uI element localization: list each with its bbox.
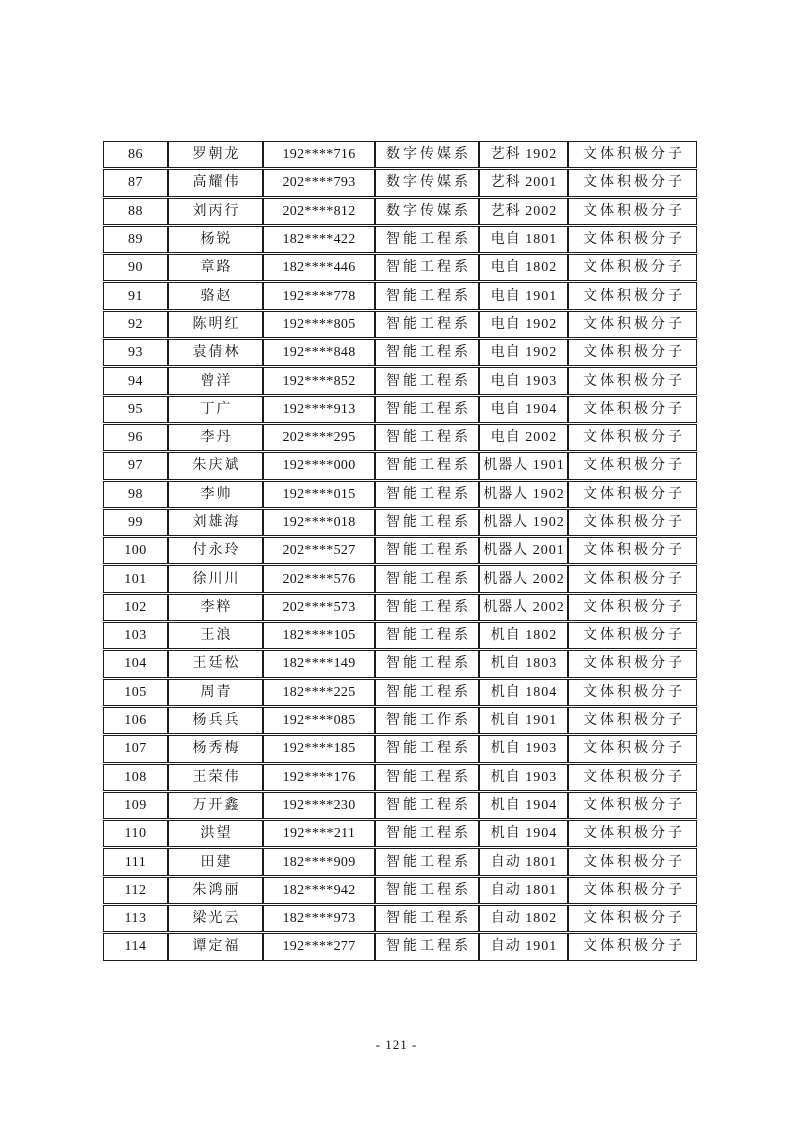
student-id-cell: 192****018 bbox=[263, 509, 375, 536]
department-cell: 智能工程系 bbox=[375, 764, 479, 791]
class-cell: 机器人 2002 bbox=[479, 594, 568, 621]
row-index-cell: 88 bbox=[103, 198, 168, 225]
honor-title-cell: 文体积极分子 bbox=[568, 820, 697, 847]
department-cell: 智能工程系 bbox=[375, 735, 479, 762]
honor-title-cell: 文体积极分子 bbox=[568, 848, 697, 875]
class-cell: 电自 1903 bbox=[479, 367, 568, 394]
row-index-cell: 91 bbox=[103, 282, 168, 309]
student-id-cell: 192****277 bbox=[263, 933, 375, 960]
row-index-cell: 106 bbox=[103, 707, 168, 734]
student-id-cell: 202****793 bbox=[263, 169, 375, 196]
student-id-cell: 182****446 bbox=[263, 254, 375, 281]
row-index-cell: 93 bbox=[103, 339, 168, 366]
student-id-cell: 202****576 bbox=[263, 565, 375, 592]
department-cell: 智能工程系 bbox=[375, 594, 479, 621]
honor-title-cell: 文体积极分子 bbox=[568, 764, 697, 791]
class-cell: 机自 1903 bbox=[479, 764, 568, 791]
student-id-cell: 192****211 bbox=[263, 820, 375, 847]
student-id-cell: 182****942 bbox=[263, 877, 375, 904]
row-index-cell: 114 bbox=[103, 933, 168, 960]
class-cell: 机自 1903 bbox=[479, 735, 568, 762]
honor-title-cell: 文体积极分子 bbox=[568, 424, 697, 451]
honor-title-cell: 文体积极分子 bbox=[568, 537, 697, 564]
student-id-cell: 192****848 bbox=[263, 339, 375, 366]
page-number: - 121 - bbox=[375, 1037, 418, 1052]
row-index-cell: 99 bbox=[103, 509, 168, 536]
class-cell: 电自 1802 bbox=[479, 254, 568, 281]
table-row bbox=[103, 254, 697, 281]
department-cell: 智能工程系 bbox=[375, 877, 479, 904]
class-cell: 机器人 1902 bbox=[479, 481, 568, 508]
honor-title-cell: 文体积极分子 bbox=[568, 169, 697, 196]
class-cell: 自动 1802 bbox=[479, 905, 568, 932]
table-row bbox=[103, 282, 697, 309]
honor-title-cell: 文体积极分子 bbox=[568, 594, 697, 621]
class-cell: 电自 1801 bbox=[479, 226, 568, 253]
table-row bbox=[103, 820, 697, 847]
student-id-cell: 192****015 bbox=[263, 481, 375, 508]
student-name-cell: 丁广 bbox=[168, 396, 263, 423]
honor-title-cell: 文体积极分子 bbox=[568, 481, 697, 508]
row-index-cell: 112 bbox=[103, 877, 168, 904]
student-name-cell: 万开鑫 bbox=[168, 792, 263, 819]
student-id-cell: 182****422 bbox=[263, 226, 375, 253]
table-row bbox=[103, 537, 697, 564]
student-name-cell: 骆赵 bbox=[168, 282, 263, 309]
student-name-cell: 刘丙行 bbox=[168, 198, 263, 225]
class-cell: 机自 1804 bbox=[479, 679, 568, 706]
class-cell: 艺科 2001 bbox=[479, 169, 568, 196]
table-row bbox=[103, 650, 697, 677]
student-name-cell: 杨秀梅 bbox=[168, 735, 263, 762]
honor-title-cell: 文体积极分子 bbox=[568, 282, 697, 309]
student-id-cell: 182****225 bbox=[263, 679, 375, 706]
student-id-cell: 192****176 bbox=[263, 764, 375, 791]
department-cell: 智能工程系 bbox=[375, 679, 479, 706]
table-row bbox=[103, 905, 697, 932]
row-index-cell: 100 bbox=[103, 537, 168, 564]
class-cell: 机自 1904 bbox=[479, 792, 568, 819]
honor-title-cell: 文体积极分子 bbox=[568, 650, 697, 677]
table-row bbox=[103, 565, 697, 592]
table-row bbox=[103, 792, 697, 819]
department-cell: 数字传媒系 bbox=[375, 141, 479, 168]
student-name-cell: 陈明红 bbox=[168, 311, 263, 338]
row-index-cell: 87 bbox=[103, 169, 168, 196]
student-name-cell: 曾洋 bbox=[168, 367, 263, 394]
table-row bbox=[103, 735, 697, 762]
department-cell: 智能工程系 bbox=[375, 481, 479, 508]
department-cell: 智能工程系 bbox=[375, 905, 479, 932]
table-row bbox=[103, 367, 697, 394]
department-cell: 智能工程系 bbox=[375, 367, 479, 394]
table-row bbox=[103, 339, 697, 366]
class-cell: 机自 1802 bbox=[479, 622, 568, 649]
row-index-cell: 103 bbox=[103, 622, 168, 649]
department-cell: 智能工程系 bbox=[375, 424, 479, 451]
student-name-cell: 李粹 bbox=[168, 594, 263, 621]
row-index-cell: 95 bbox=[103, 396, 168, 423]
table-row bbox=[103, 707, 697, 734]
student-id-cell: 182****149 bbox=[263, 650, 375, 677]
row-index-cell: 111 bbox=[103, 848, 168, 875]
student-id-cell: 202****527 bbox=[263, 537, 375, 564]
row-index-cell: 89 bbox=[103, 226, 168, 253]
class-cell: 机器人 2001 bbox=[479, 537, 568, 564]
student-name-cell: 王浪 bbox=[168, 622, 263, 649]
student-id-cell: 192****185 bbox=[263, 735, 375, 762]
table-row bbox=[103, 141, 697, 168]
department-cell: 智能工程系 bbox=[375, 226, 479, 253]
table-row bbox=[103, 198, 697, 225]
honor-title-cell: 文体积极分子 bbox=[568, 707, 697, 734]
student-id-cell: 192****778 bbox=[263, 282, 375, 309]
department-cell: 智能工程系 bbox=[375, 452, 479, 479]
row-index-cell: 92 bbox=[103, 311, 168, 338]
row-index-cell: 107 bbox=[103, 735, 168, 762]
student-name-cell: 袁倩林 bbox=[168, 339, 263, 366]
student-name-cell: 李帅 bbox=[168, 481, 263, 508]
table-row bbox=[103, 679, 697, 706]
student-name-cell: 罗朝龙 bbox=[168, 141, 263, 168]
honor-title-cell: 文体积极分子 bbox=[568, 905, 697, 932]
student-name-cell: 朱庆斌 bbox=[168, 452, 263, 479]
department-cell: 智能工程系 bbox=[375, 565, 479, 592]
class-cell: 自动 1801 bbox=[479, 848, 568, 875]
department-cell: 智能工程系 bbox=[375, 650, 479, 677]
department-cell: 数字传媒系 bbox=[375, 169, 479, 196]
department-cell: 智能工程系 bbox=[375, 622, 479, 649]
table-row bbox=[103, 424, 697, 451]
student-name-cell: 章路 bbox=[168, 254, 263, 281]
student-id-cell: 202****812 bbox=[263, 198, 375, 225]
student-name-cell: 杨兵兵 bbox=[168, 707, 263, 734]
department-cell: 智能工程系 bbox=[375, 311, 479, 338]
department-cell: 智能工程系 bbox=[375, 339, 479, 366]
student-name-cell: 杨锐 bbox=[168, 226, 263, 253]
honor-title-cell: 文体积极分子 bbox=[568, 792, 697, 819]
student-name-cell: 王廷松 bbox=[168, 650, 263, 677]
honor-title-cell: 文体积极分子 bbox=[568, 679, 697, 706]
table-row bbox=[103, 622, 697, 649]
row-index-cell: 97 bbox=[103, 452, 168, 479]
student-honor-table bbox=[103, 140, 697, 962]
student-id-cell: 202****573 bbox=[263, 594, 375, 621]
student-id-cell: 182****973 bbox=[263, 905, 375, 932]
department-cell: 智能工程系 bbox=[375, 848, 479, 875]
row-index-cell: 108 bbox=[103, 764, 168, 791]
class-cell: 机器人 2002 bbox=[479, 565, 568, 592]
honor-title-cell: 文体积极分子 bbox=[568, 141, 697, 168]
honor-title-cell: 文体积极分子 bbox=[568, 311, 697, 338]
class-cell: 机自 1904 bbox=[479, 820, 568, 847]
class-cell: 机自 1803 bbox=[479, 650, 568, 677]
student-id-cell: 202****295 bbox=[263, 424, 375, 451]
honor-title-cell: 文体积极分子 bbox=[568, 396, 697, 423]
department-cell: 智能工程系 bbox=[375, 254, 479, 281]
student-name-cell: 周青 bbox=[168, 679, 263, 706]
student-name-cell: 李丹 bbox=[168, 424, 263, 451]
student-name-cell: 朱鸿丽 bbox=[168, 877, 263, 904]
department-cell: 智能工程系 bbox=[375, 537, 479, 564]
student-name-cell: 高耀伟 bbox=[168, 169, 263, 196]
student-id-cell: 182****105 bbox=[263, 622, 375, 649]
student-id-cell: 192****085 bbox=[263, 707, 375, 734]
honor-title-cell: 文体积极分子 bbox=[568, 254, 697, 281]
row-index-cell: 105 bbox=[103, 679, 168, 706]
table-row bbox=[103, 509, 697, 536]
honor-title-cell: 文体积极分子 bbox=[568, 735, 697, 762]
class-cell: 电自 1904 bbox=[479, 396, 568, 423]
student-id-cell: 182****909 bbox=[263, 848, 375, 875]
department-cell: 智能工程系 bbox=[375, 933, 479, 960]
table-row bbox=[103, 848, 697, 875]
row-index-cell: 86 bbox=[103, 141, 168, 168]
honor-title-cell: 文体积极分子 bbox=[568, 339, 697, 366]
student-name-cell: 付永玲 bbox=[168, 537, 263, 564]
row-index-cell: 94 bbox=[103, 367, 168, 394]
department-cell: 智能工程系 bbox=[375, 282, 479, 309]
department-cell: 智能工程系 bbox=[375, 396, 479, 423]
table-row bbox=[103, 452, 697, 479]
row-index-cell: 98 bbox=[103, 481, 168, 508]
student-id-cell: 192****805 bbox=[263, 311, 375, 338]
student-id-cell: 192****852 bbox=[263, 367, 375, 394]
student-name-cell: 田建 bbox=[168, 848, 263, 875]
class-cell: 自动 1901 bbox=[479, 933, 568, 960]
department-cell: 智能工程系 bbox=[375, 792, 479, 819]
honor-title-cell: 文体积极分子 bbox=[568, 509, 697, 536]
table-row bbox=[103, 481, 697, 508]
student-name-cell: 刘雄海 bbox=[168, 509, 263, 536]
student-name-cell: 徐川川 bbox=[168, 565, 263, 592]
department-cell: 智能工程系 bbox=[375, 509, 479, 536]
table-row bbox=[103, 764, 697, 791]
row-index-cell: 101 bbox=[103, 565, 168, 592]
department-cell: 智能工程系 bbox=[375, 820, 479, 847]
class-cell: 艺科 2002 bbox=[479, 198, 568, 225]
row-index-cell: 113 bbox=[103, 905, 168, 932]
class-cell: 机自 1901 bbox=[479, 707, 568, 734]
class-cell: 电自 2002 bbox=[479, 424, 568, 451]
table-row bbox=[103, 396, 697, 423]
class-cell: 机器人 1902 bbox=[479, 509, 568, 536]
row-index-cell: 96 bbox=[103, 424, 168, 451]
student-id-cell: 192****716 bbox=[263, 141, 375, 168]
department-cell: 智能工作系 bbox=[375, 707, 479, 734]
honor-title-cell: 文体积极分子 bbox=[568, 226, 697, 253]
student-name-cell: 洪望 bbox=[168, 820, 263, 847]
table-row bbox=[103, 933, 697, 960]
class-cell: 电自 1901 bbox=[479, 282, 568, 309]
row-index-cell: 90 bbox=[103, 254, 168, 281]
student-name-cell: 谭定福 bbox=[168, 933, 263, 960]
class-cell: 自动 1801 bbox=[479, 877, 568, 904]
table-row bbox=[103, 226, 697, 253]
table-row bbox=[103, 877, 697, 904]
student-name-cell: 梁光云 bbox=[168, 905, 263, 932]
row-index-cell: 109 bbox=[103, 792, 168, 819]
honor-title-cell: 文体积极分子 bbox=[568, 367, 697, 394]
department-cell: 数字传媒系 bbox=[375, 198, 479, 225]
table-row bbox=[103, 169, 697, 196]
table-row bbox=[103, 594, 697, 621]
row-index-cell: 110 bbox=[103, 820, 168, 847]
class-cell: 电自 1902 bbox=[479, 311, 568, 338]
class-cell: 机器人 1901 bbox=[479, 452, 568, 479]
student-id-cell: 192****230 bbox=[263, 792, 375, 819]
honor-title-cell: 文体积极分子 bbox=[568, 933, 697, 960]
class-cell: 艺科 1902 bbox=[479, 141, 568, 168]
honor-title-cell: 文体积极分子 bbox=[568, 565, 697, 592]
student-id-cell: 192****913 bbox=[263, 396, 375, 423]
honor-title-cell: 文体积极分子 bbox=[568, 622, 697, 649]
honor-title-cell: 文体积极分子 bbox=[568, 877, 697, 904]
honor-title-cell: 文体积极分子 bbox=[568, 452, 697, 479]
student-name-cell: 王荣伟 bbox=[168, 764, 263, 791]
class-cell: 电自 1902 bbox=[479, 339, 568, 366]
student-id-cell: 192****000 bbox=[263, 452, 375, 479]
table-row bbox=[103, 311, 697, 338]
row-index-cell: 102 bbox=[103, 594, 168, 621]
row-index-cell: 104 bbox=[103, 650, 168, 677]
honor-title-cell: 文体积极分子 bbox=[568, 198, 697, 225]
